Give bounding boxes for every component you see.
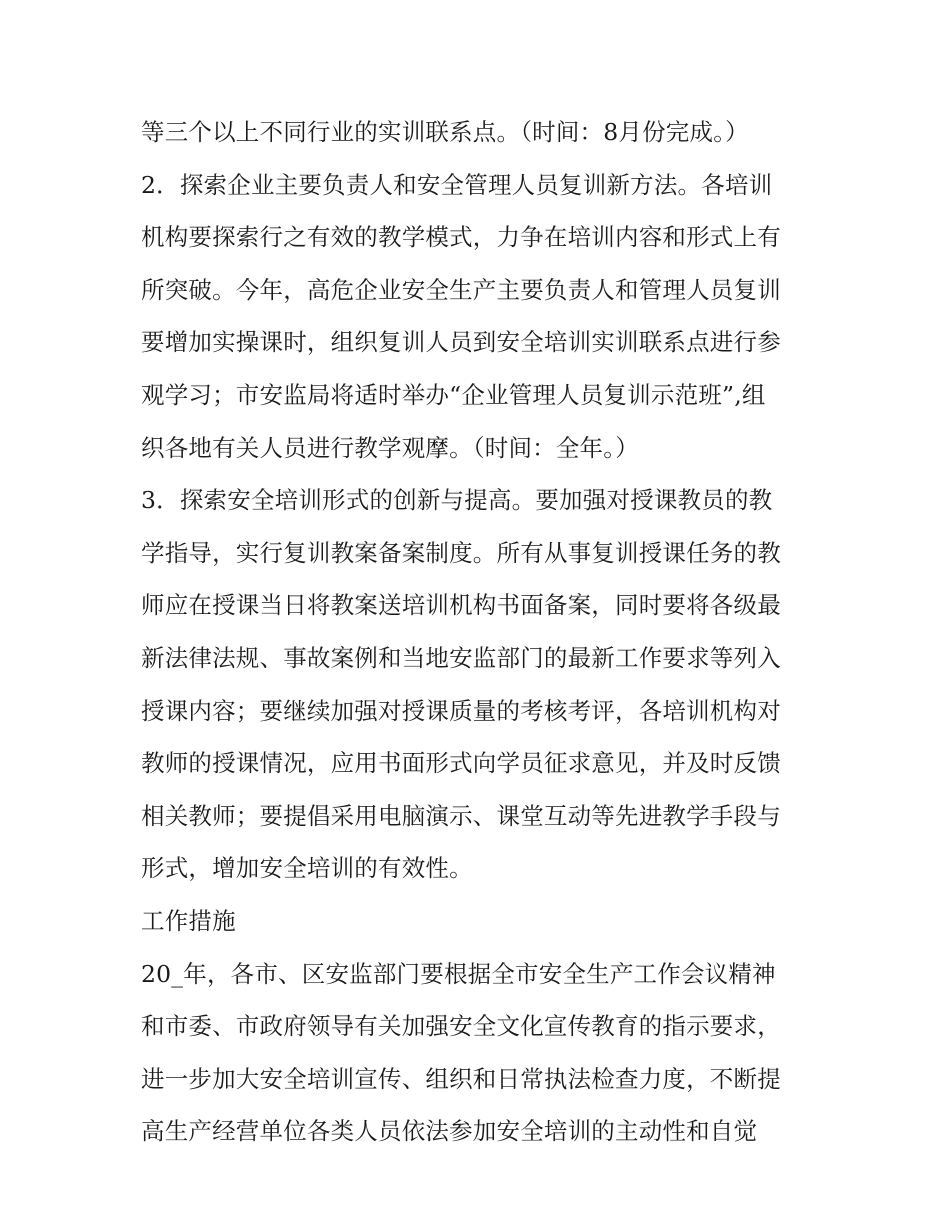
section-heading: 工作措施 bbox=[141, 906, 236, 935]
text-line: 教师的授课情况，应用书面形式向学员征求意见，并及时反馈 bbox=[141, 749, 781, 778]
text-line: 要增加实操课时，组织复训人员到安全培训实训联系点进行参 bbox=[141, 328, 781, 357]
text-line: 进一步加大安全培训宣传、组织和日常执法检查力度，不断提 bbox=[141, 1064, 781, 1093]
text-line: 所突破。今年，高危企业安全生产主要负责人和管理人员复训 bbox=[141, 275, 781, 304]
text-line: 相关教师；要提倡采用电脑演示、课堂互动等先进教学手段与 bbox=[141, 801, 781, 830]
text-line: 高生产经营单位各类人员依法参加安全培训的主动性和自觉 bbox=[141, 1117, 758, 1146]
text-line: 形式，增加安全培训的有效性。 bbox=[141, 854, 473, 883]
document-body bbox=[141, 106, 821, 1158]
text-line: 20_年，各市、区安监部门要根据全市安全生产工作会议精神 bbox=[141, 959, 776, 988]
text-line: 师应在授课当日将教案送培训机构书面备案，同时要将各级最 bbox=[141, 591, 781, 620]
text-line: 新法律法规、事故案例和当地安监部门的最新工作要求等列入 bbox=[141, 643, 781, 672]
text-line: 织各地有关人员进行教学观摩。（时间：全年。） bbox=[141, 433, 639, 462]
text-line: 机构要探索行之有效的教学模式，力争在培训内容和形式上有 bbox=[141, 223, 781, 252]
text-line: 学指导，实行复训教案备案制度。所有从事复训授课任务的教 bbox=[141, 538, 781, 567]
text-line: 授课内容；要继续加强对授课质量的考核考评，各培训机构对 bbox=[141, 696, 781, 725]
text-line: 和市委、市政府领导有关加强安全文化宣传教育的指示要求， bbox=[141, 1012, 781, 1041]
text-line: 3．探索安全培训形式的创新与提高。要加强对授课教员的教 bbox=[141, 486, 773, 515]
text-line: 观学习；市安监局将适时举办“企业管理人员复训示范班”,组 bbox=[141, 380, 766, 409]
text-line: 2．探索企业主要负责人和安全管理人员复训新方法。各培训 bbox=[141, 170, 773, 199]
text-line: 等三个以上不同行业的实训联系点。（时间：8月份完成。） bbox=[141, 118, 749, 146]
